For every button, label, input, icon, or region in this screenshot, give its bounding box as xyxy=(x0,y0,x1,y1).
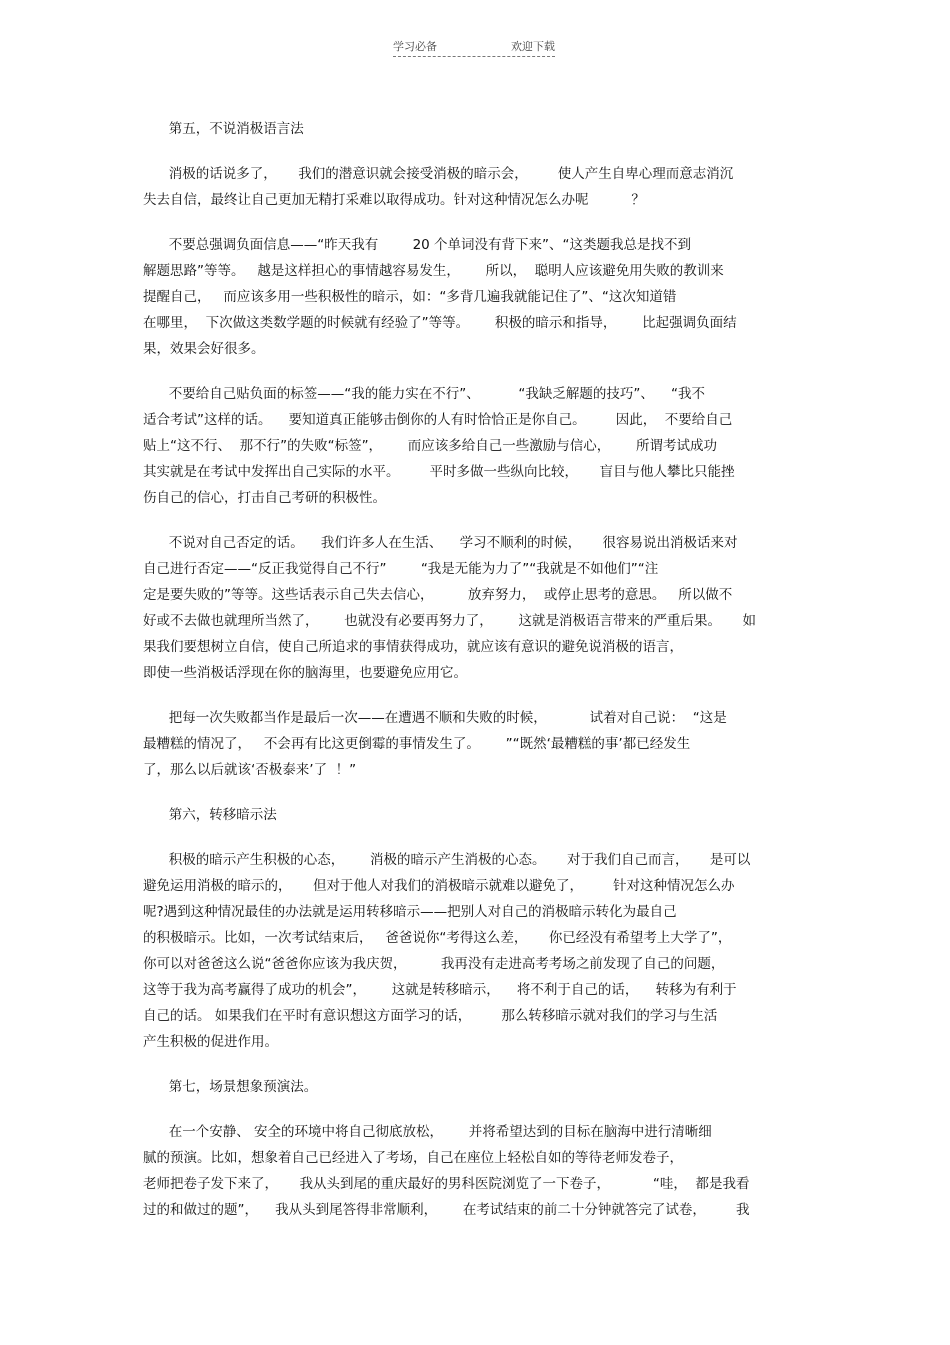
text-line: 你可以对爸爸这么说“爸爸你应该为我庆贺， 我再没有走进高考考场之前发现了自己的问题， xyxy=(143,956,725,972)
page-header xyxy=(393,40,555,57)
text-line: 其实就是在考试中发挥出自己实际的水平。 平时多做一些纵向比较， 盲目与他人攀比只能挫 xyxy=(143,464,735,480)
text-line: 不说对自己否定的话。 我们许多人在生活、 学习不顺利的时候， 很容易说出消极话来对 xyxy=(143,535,738,551)
text-line: 消极的话说多了， 我们的潜意识就会接受消极的暗示会， 使人产生自卑心理而意志消沉 xyxy=(143,166,734,182)
section-heading-7 xyxy=(143,1074,811,1100)
text-line: 老师把卷子发下来了， 我从头到尾的重庆最好的男科医院浏览了一下卷子， “哇， 都是我看 xyxy=(143,1176,750,1192)
header-right-text: 欢迎下载 xyxy=(511,40,555,53)
text-line: 提醒自己， 而应该多用一些积极性的暗示，如：“多背几遍我就能记住了”、“这次知道错 xyxy=(143,289,677,305)
text-line: 这等于我为高考赢得了成功的机会”， 这就是转移暗示， 将不利于自己的话， 转移为有利于 xyxy=(143,982,737,998)
text-line: 了，那么以后就该‘否极泰来’了 ！” xyxy=(143,762,357,778)
paragraph xyxy=(143,705,811,783)
text-line: 贴上“这不行、 那不行”的失败“标签”， 而应该多给自己一些激励与信心， 所谓考试成功 xyxy=(143,438,718,454)
text-line: 即使一些消极话浮现在你的脑海里，也要避免应用它。 xyxy=(143,665,467,681)
text-line: 失去自信，最终让自己更加无精打采难以取得成功。针对这种情况怎么办呢 ？ xyxy=(143,192,645,208)
text-line: 把每一次失败都当作是最后一次——在遭遇不顺和失败的时候， 试着对自己说： “这是 xyxy=(143,710,727,726)
paragraph xyxy=(143,847,811,1055)
text-line: 果，效果会好很多。 xyxy=(143,341,265,357)
text-line: 好或不去做也就理所当然了， 也就没有必要再努力了， 这就是消极语言带来的严重后果。 如 xyxy=(143,613,756,629)
text-line: 不要给自己贴负面的标签——“我的能力实在不行”、 “我缺乏解题的技巧”、 “我不 xyxy=(143,386,706,402)
paragraph xyxy=(143,1119,811,1223)
text-line: 的积极暗示。比如，一次考试结束后， 爸爸说你“考得这么差， 你已经没有希望考上大学了”， xyxy=(143,930,732,946)
text-line: 果我们要想树立自信，使自己所追求的事情获得成功，就应该有意识的避免说消极的语言， xyxy=(143,639,683,655)
text-line: 产生积极的促进作用。 xyxy=(143,1034,278,1050)
paragraph xyxy=(143,161,811,213)
text-line: 自己进行否定——“反正我觉得自己不行” “我是无能为力了”“我就是不如他们”“注 xyxy=(143,561,659,577)
text-line: 最糟糕的情况了， 不会再有比这更倒霉的事情发生了。 ”“既然‘最糟糕的事’都已经发生 xyxy=(143,736,691,752)
text-line: 不要总强调负面信息——“昨天我有 20 个单词没有背下来”、“这类题我总是找不到 xyxy=(143,237,692,253)
text-line: 在哪里， 下次做这类数学题的时候就有经验了”等等。 积极的暗示和指导， 比起强调负面结 xyxy=(143,315,737,331)
paragraph xyxy=(143,232,811,362)
text-line: 在一个安静、 安全的环境中将自己彻底放松， 并将希望达到的目标在脑海中进行清晰细 xyxy=(143,1124,712,1140)
paragraph xyxy=(143,381,811,511)
text-line: 自己的话。 如果我们在平时有意识想这方面学习的话， 那么转移暗示就对我们的学习与生活 xyxy=(143,1008,718,1024)
paragraph xyxy=(143,530,811,686)
section-heading-5 xyxy=(143,116,811,142)
text-line: 呢?遇到这种情况最佳的办法就是运用转移暗示——把别人对自己的消极暗示转化为最自己 xyxy=(143,904,677,920)
section-heading-6 xyxy=(143,802,811,828)
text-line: 第五，不说消极语言法 xyxy=(143,121,304,137)
document-body xyxy=(143,116,811,1223)
text-line: 腻的预演。比如，想象着自己已经进入了考场，自己在座位上轻松自如的等待老师发卷子， xyxy=(143,1150,683,1166)
text-line: 第七，场景想象预演法。 xyxy=(143,1079,318,1095)
text-line: 积极的暗示产生积极的心态， 消极的暗示产生消极的心态。 对于我们自己而言， 是可以 xyxy=(143,852,751,868)
header-left-text: 学习必备 xyxy=(393,40,437,53)
text-line: 定是要失败的”等等。这些话表示自己失去信心， 放弃努力， 或停止思考的意思。 所以做不 xyxy=(143,587,733,603)
text-line: 解题思路”等等。 越是这样担心的事情越容易发生， 所以， 聪明人应该避免用失败的教训来 xyxy=(143,263,724,279)
text-line: 第六，转移暗示法 xyxy=(143,807,277,823)
text-line: 过的和做过的题”， 我从头到尾答得非常顺利， 在考试结束的前二十分钟就答完了试卷， 我 xyxy=(143,1202,750,1218)
text-line: 避免运用消极的暗示的， 但对于他人对我们的消极暗示就难以避免了， 针对这种情况怎么办 xyxy=(143,878,735,894)
text-line: 伤自己的信心，打击自己考研的积极性。 xyxy=(143,490,386,506)
text-line: 适合考试”这样的话。 要知道真正能够击倒你的人有时恰恰正是你自己。 因此， 不要给自己 xyxy=(143,412,733,428)
